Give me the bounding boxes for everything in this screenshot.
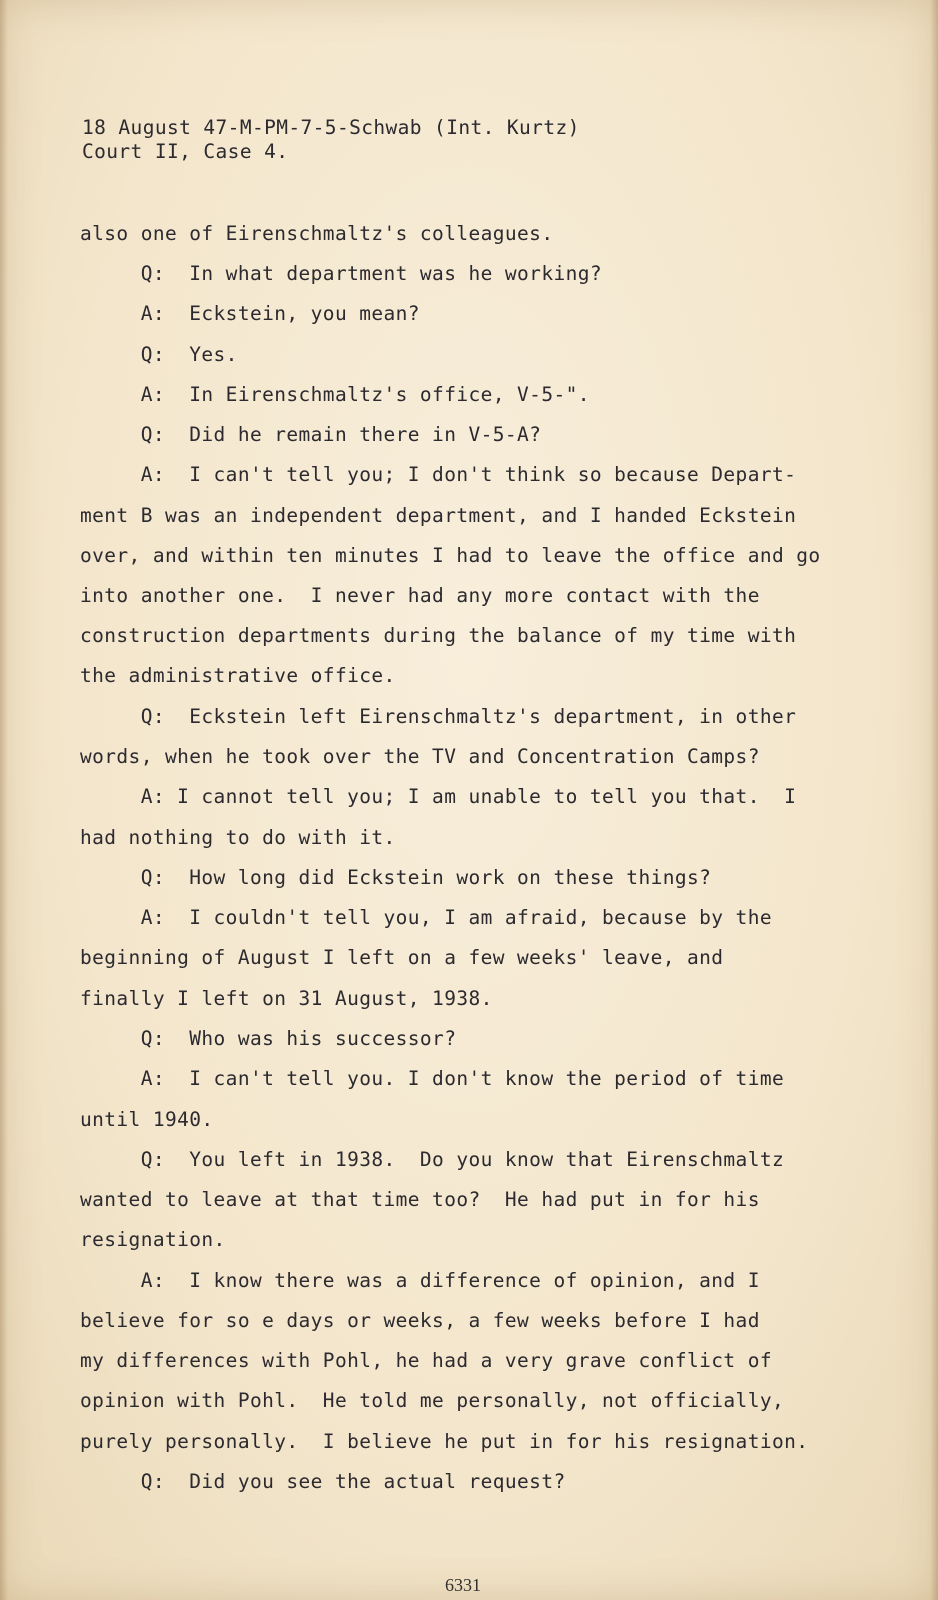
transcript-line: Q: How long did Eckstein work on these things? <box>80 866 712 889</box>
transcript-line: my differences with Pohl, he had a very grave conflict of <box>80 1349 772 1372</box>
transcript-line: into another one. I never had any more contact with the <box>80 584 760 607</box>
transcript-line: A: In Eirenschmaltz's office, V-5-". <box>80 383 590 406</box>
transcript-line: resignation. <box>80 1228 226 1251</box>
transcript-line: A: I can't tell you; I don't think so because Depart- <box>80 463 797 486</box>
transcript-line: beginning of August I left on a few weeks' leave, and <box>80 946 724 969</box>
transcript-line: Q: Yes. <box>80 343 238 366</box>
transcript-line: wanted to leave at that time too? He had put in for his <box>80 1188 760 1211</box>
transcript-line: Q: Did he remain there in V-5-A? <box>80 423 542 446</box>
transcript-line: Q: You left in 1938. Do you know that Eirenschmaltz <box>80 1148 785 1171</box>
transcript-line: Q: Eckstein left Eirenschmaltz's department, in other <box>80 705 797 728</box>
transcript-line: finally I left on 31 August, 1938. <box>80 987 493 1010</box>
page-number: 6331 <box>445 1575 481 1595</box>
transcript-line: had nothing to do with it. <box>80 826 396 849</box>
header-line-2: Court II, Case 4. <box>82 140 289 163</box>
transcript-line: Q: In what department was he working? <box>80 262 603 285</box>
transcript-line: believe for so e days or weeks, a few weeks before I had <box>80 1309 760 1332</box>
transcript-line: words, when he took over the TV and Concentration Camps? <box>80 745 760 768</box>
page-edge-shadow <box>0 0 8 1600</box>
transcript-line: opinion with Pohl. He told me personally, not officially, <box>80 1389 785 1412</box>
transcript-line: construction departments during the balance of my time with <box>80 624 797 647</box>
page-edge-shadow <box>930 0 938 1600</box>
transcript-line: the administrative office. <box>80 664 396 687</box>
transcript-line: A: I know there was a difference of opinion, and I <box>80 1269 760 1292</box>
transcript-line: ment B was an independent department, and I handed Eckstein <box>80 504 797 527</box>
transcript-line: purely personally. I believe he put in for his resignation. <box>80 1430 809 1453</box>
header-line-1: 18 August 47-M-PM-7-5-Schwab (Int. Kurtz) <box>82 116 580 139</box>
transcript-line: until 1940. <box>80 1108 214 1131</box>
transcript-line: A: I couldn't tell you, I am afraid, because by the <box>80 906 772 929</box>
transcript-line: A: I cannot tell you; I am unable to tell you that. I <box>80 785 797 808</box>
transcript-line: Q: Did you see the actual request? <box>80 1470 566 1493</box>
transcript-line: A: I can't tell you. I don't know the period of time <box>80 1067 785 1090</box>
transcript-line: A: Eckstein, you mean? <box>80 302 420 325</box>
transcript-line: Q: Who was his successor? <box>80 1027 457 1050</box>
transcript-line: over, and within ten minutes I had to leave the office and go <box>80 544 821 567</box>
transcript-line: also one of Eirenschmaltz's colleagues. <box>80 222 554 245</box>
